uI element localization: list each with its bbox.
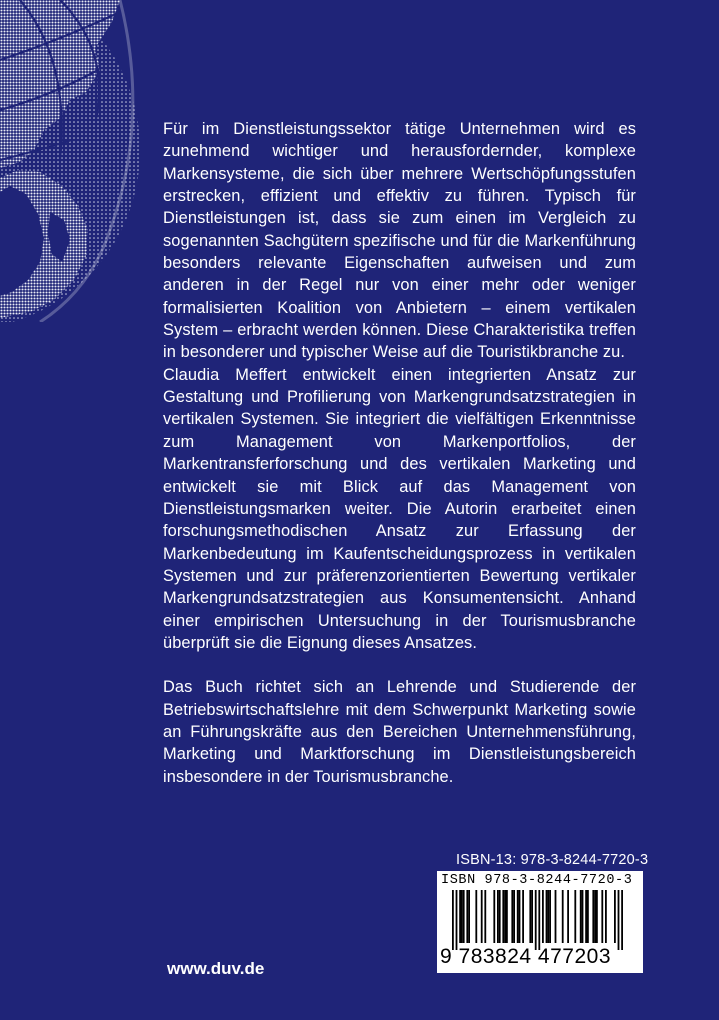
paragraph-author: Claudia Meffert entwickelt einen integrierten Ansatz zur Gestaltung und Profilierung von Markengrundsatzstrategien in vertikalen Systemen. Sie integriert die vielfältigen Erkenntnisse zum Management von Markenportfolios, der Markentransferforschung und des vertikalen Marketing und entwickelt sie mit Blick auf das Management von Dienstleistungsmarken weiter. Die Autorin erarbeitet einen forschungsmethodischen Ansatz zur Erfassung der Markenbedeutung im Kaufentscheidungsprozess in vertikalen Systemen und zur präferenzorientierten Bewertung vertikaler Markengrundsatzstrategien aus Konsumentensicht. Anhand einer empirischen Untersuchung in der Tourismusbranche überprüft sie die Eignung dieses Ansatzes. bbox=[163, 365, 636, 652]
barcode-bar bbox=[592, 890, 594, 943]
barcode-bar bbox=[549, 890, 551, 943]
barcode-bar bbox=[596, 890, 598, 943]
barcode-bar bbox=[456, 890, 458, 950]
barcode-bar bbox=[506, 890, 508, 943]
barcode-bar bbox=[531, 890, 533, 943]
barcode-bar bbox=[587, 890, 589, 943]
barcode-bar bbox=[519, 890, 521, 943]
barcode-bar bbox=[546, 890, 548, 943]
barcode-bar bbox=[497, 890, 499, 943]
barcode-bar bbox=[574, 890, 576, 943]
barcode-bar bbox=[535, 890, 537, 950]
barcode-isbn-header: ISBN 978-3-8244-7720-3 bbox=[441, 873, 633, 888]
barcode-bar bbox=[459, 890, 461, 943]
barcode-bar bbox=[452, 890, 454, 950]
barcode-bar bbox=[493, 890, 495, 943]
barcode-bar bbox=[618, 890, 620, 950]
publisher-website-link[interactable]: www.duv.de bbox=[167, 959, 265, 978]
barcode-digits: 9 783824 477203 bbox=[440, 945, 611, 968]
barcode-bar bbox=[582, 890, 584, 943]
barcode-bar bbox=[562, 890, 564, 943]
barcode-bar bbox=[621, 890, 623, 950]
barcode-bar bbox=[538, 890, 540, 950]
barcode-bar bbox=[594, 890, 596, 943]
barcode-bar bbox=[555, 890, 557, 943]
barcode-bar bbox=[513, 890, 515, 943]
barcode-bars-icon bbox=[452, 890, 632, 950]
description-text bbox=[163, 118, 636, 788]
barcode-bar bbox=[517, 890, 519, 943]
barcode-bar bbox=[567, 890, 569, 943]
barcode-bar bbox=[511, 890, 513, 943]
barcode bbox=[437, 871, 643, 973]
barcode-bar bbox=[585, 890, 587, 943]
barcode-bar bbox=[499, 890, 501, 943]
barcode-bar bbox=[605, 890, 607, 943]
paragraph-audience: Das Buch richtet sich an Lehrende und Studierende der Betriebswirtschaftslehre mit dem Schwerpunkt Marketing sowie an Führungskräfte aus den Bereichen Unternehmensführung, Marketing und Marktforschung im Dienstleistungsbereich insbesondere in der Tourismusbranche. bbox=[163, 678, 636, 786]
barcode-bar bbox=[502, 890, 504, 943]
barcode-bar bbox=[580, 890, 582, 943]
barcode-bar bbox=[542, 890, 544, 943]
barcode-bar bbox=[475, 890, 477, 943]
isbn-label: ISBN-13: 978-3-8244-7720-3 bbox=[456, 852, 649, 868]
barcode-bar bbox=[547, 890, 549, 943]
globe-illustration bbox=[0, 0, 142, 322]
barcode-bar bbox=[481, 890, 483, 943]
barcode-bar bbox=[463, 890, 465, 943]
paragraph-intro: Für im Dienstleistungssektor tätige Unternehmen wird es zunehmend wichtiger und herausfordernder, komplexe Markensysteme, die sich über mehrere Wertschöpfungsstufen erstrecken, effizient und effektiv zu führen. Typisch für Dienstleistungen ist, dass sie zum einen im Vergleich zu sogenannten Sachgütern spezifische und für die Markenführung besonders relevante Eigenschaften aufweisen und zum anderen in der Regel nur von einer mehr oder weniger formalisierten Koalition von Anbietern – einem vertikalen System – erbracht werden können. Diese Charakteristika treffen in besonderer und typischer Weise auf die Touristikbranche zu. bbox=[163, 120, 636, 362]
barcode-bar bbox=[614, 890, 616, 943]
barcode-bar bbox=[461, 890, 463, 943]
barcode-bar bbox=[484, 890, 486, 943]
barcode-bar bbox=[466, 890, 468, 943]
barcode-bar bbox=[504, 890, 506, 943]
barcode-bar bbox=[522, 890, 524, 943]
barcode-bar bbox=[529, 890, 531, 943]
barcode-bar bbox=[468, 890, 470, 943]
barcode-bar bbox=[601, 890, 603, 943]
